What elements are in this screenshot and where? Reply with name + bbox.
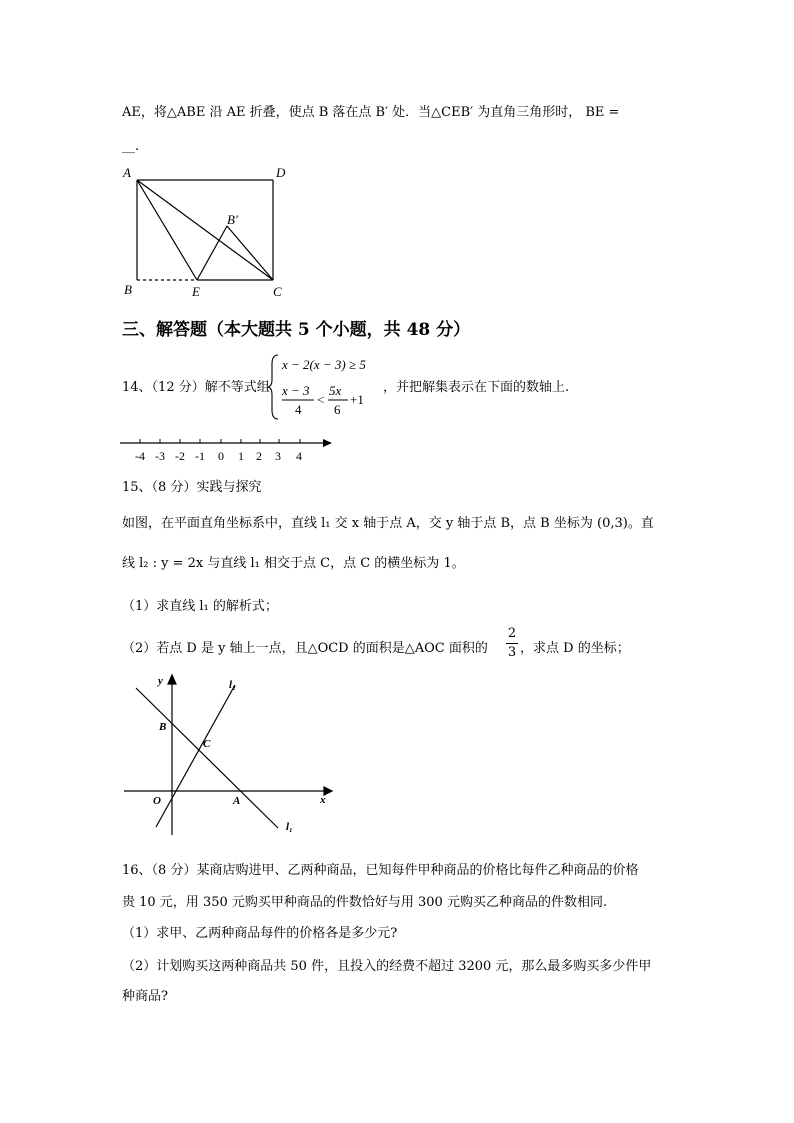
q14-suffix: ，并把解集表示在下面的数轴上. xyxy=(383,380,570,395)
fraction-numerator: 2 xyxy=(507,626,517,641)
q13-line1: AE，将△ABE 沿 AE 折叠，使点 B 落在点 B′ 处．当△CEB′ 为直角三角形时， BE = xyxy=(122,105,620,120)
label-B: B xyxy=(124,282,132,297)
label-B: B xyxy=(159,721,167,733)
tick-label: 0 xyxy=(218,449,224,463)
label-O: O xyxy=(153,795,161,807)
label-C: C xyxy=(203,738,211,750)
ineq2-num1: x − 3 xyxy=(282,383,310,398)
inequality-system xyxy=(268,352,378,422)
ineq2-den1: 4 xyxy=(295,402,302,417)
q16-sub1: （1）求甲、乙两种商品每件的价格各是多少元? xyxy=(122,926,398,941)
label-l1: l₁ xyxy=(286,821,293,833)
label-x: x xyxy=(320,794,326,806)
ineq2-lt: < xyxy=(317,392,325,407)
tick-label: 4 xyxy=(296,449,302,463)
label-A: A xyxy=(123,165,131,180)
q14-prefix: 14、（12 分）解不等式组 xyxy=(122,380,270,395)
q16-sub2b: 种商品? xyxy=(122,989,168,1004)
label-C: C xyxy=(273,284,282,299)
q13-rectangle-figure xyxy=(110,158,310,303)
q16-line2: 贵 10 元，用 350 元购买甲种商品的件数恰好与用 300 元购买乙种商品的件数相同. xyxy=(122,895,608,910)
tick-label: 2 xyxy=(256,449,262,463)
fraction-denominator: 3 xyxy=(507,645,517,660)
ineq2-num2: 5x xyxy=(329,383,342,398)
section-title: 三、解答题（本大题共 5 个小题，共 48 分） xyxy=(122,320,471,340)
q13-line2: __. xyxy=(122,139,140,154)
ineq2-den2: 6 xyxy=(334,402,341,417)
q16-sub2a: （2）计划购买这两种商品共 50 件，且投入的经费不超过 3200 元，那么最多购买多少件甲 xyxy=(122,959,652,974)
q15-sub2-pre: （2）若点 D 是 y 轴上一点，且△OCD 的面积是△AOC 面积的 xyxy=(122,641,488,656)
coordinate-figure xyxy=(120,670,340,840)
tick-label: -2 xyxy=(175,449,185,463)
tick-label: 1 xyxy=(238,449,244,463)
number-line xyxy=(118,433,338,465)
q15-title: 15、（8 分）实践与探究 xyxy=(122,480,262,495)
q15-para1: 如图，在平面直角坐标系中，直线 l₁ 交 x 轴于点 A，交 y 轴于点 B，点 B 坐标为 (0,3)。直 xyxy=(122,516,654,531)
label-A: A xyxy=(233,795,241,807)
ineq2-plus: +1 xyxy=(350,392,364,407)
tick-label: -1 xyxy=(195,449,205,463)
label-l2: l₂ xyxy=(229,679,236,691)
label-B-prime: B′ xyxy=(227,212,238,227)
q16-line1: 16、（8 分）某商店购进甲、乙两种商品，已知每件甲种商品的价格比每件乙种商品的价格 xyxy=(122,863,639,878)
inequality-1: x − 2(x − 3) ≥ 5 xyxy=(282,357,366,372)
q15-sub2-post: ，求点 D 的坐标； xyxy=(520,641,630,656)
q15-para2: 线 l₂ : y = 2x 与直线 l₁ 相交于点 C，点 C 的横坐标为 1。 xyxy=(122,556,465,571)
label-D: D xyxy=(276,165,286,180)
tick-label: -4 xyxy=(135,449,145,463)
tick-label: 3 xyxy=(275,449,281,463)
label-y: y xyxy=(158,675,163,687)
label-E: E xyxy=(192,284,200,299)
tick-label: -3 xyxy=(155,449,165,463)
q15-fraction xyxy=(506,626,518,661)
q15-sub1: （1）求直线 l₁ 的解析式； xyxy=(122,599,278,614)
